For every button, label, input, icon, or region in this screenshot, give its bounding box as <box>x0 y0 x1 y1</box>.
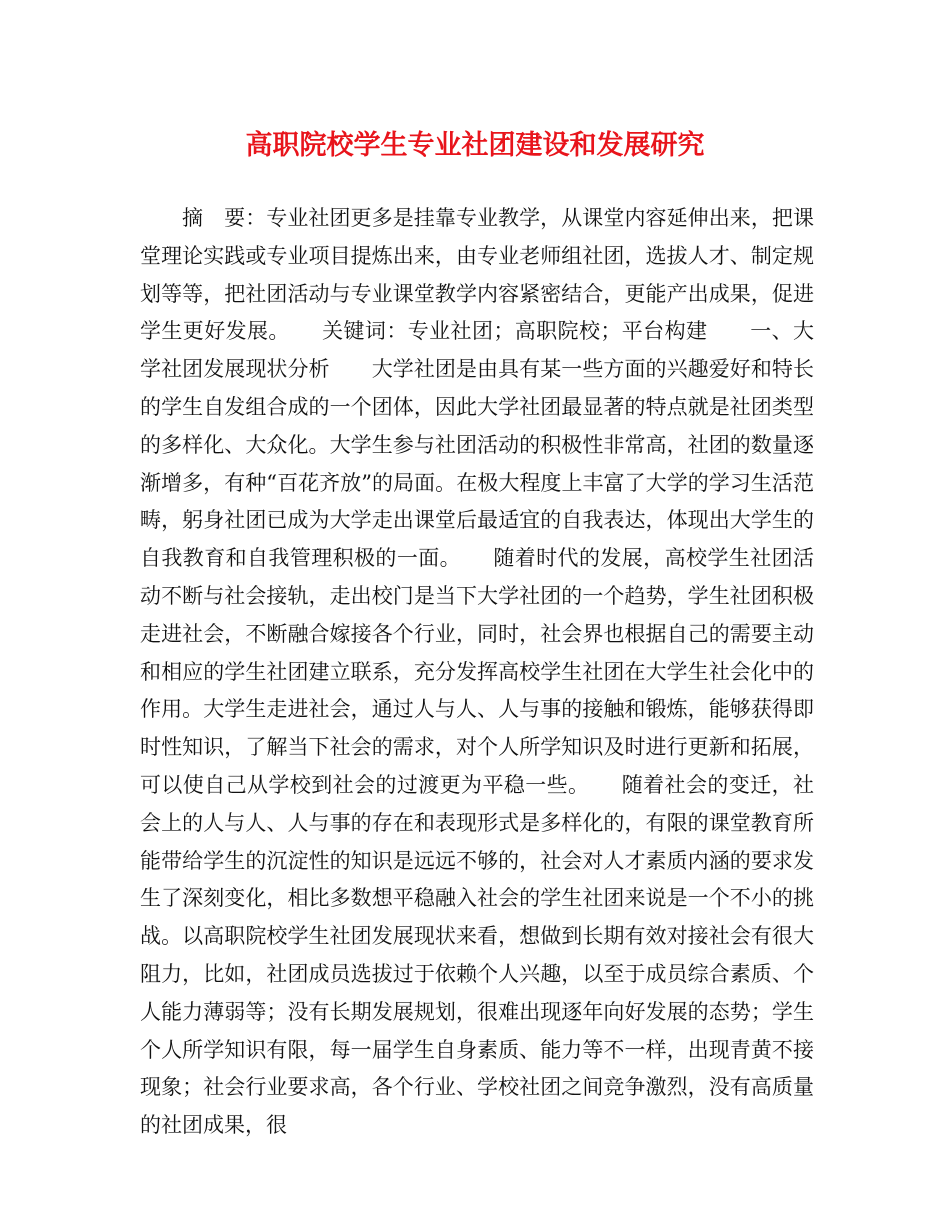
document-body: 摘 要：专业社团更多是挂靠专业教学，从课堂内容延伸出来，把课堂理论实践或专业项目提炼出来，由专业老师组社团，选拔人才、制定规划等等，把社团活动与专业课堂教学内容紧密结合，更能产出成果，促进学生更好发展。 关键词：专业社团；高职院校；平台构建 一、大学社团发展现状分析 大学社团是由具有某一些方面的兴趣爱好和特长的学生自发组合成的一个团体，因此大学社团最显著的特点就是社团类型的多样化、大众化。大学生参与社团活动的积极性非常高，社团的数量逐渐增多，有种“百花齐放”的局面。在极大程度上丰富了大学的学习生活范畴，躬身社团已成为大学走出课堂后最适宜的自我表达，体现出大学生的自我教育和自我管理积极的一面。 随着时代的发展，高校学生社团活动不断与社会接轨，走出校门是当下大学社团的一个趋势，学生社团积极走进社会，不断融合嫁接各个行业，同时，社会界也根据自己的需要主动和相应的学生社团建立联系，充分发挥高校学生社团在大学生社会化中的作用。大学生走进社会，通过人与人、人与事的接触和锻炼，能够获得即时性知识，了解当下社会的需求，对个人所学知识及时进行更新和拓展，可以使自己从学校到社会的过渡更为平稳一些。 随着社会的变迁，社会上的人与人、人与事的存在和表现形式是多样化的，有限的课堂教育所能带给学生的沉淀性的知识是远远不够的，社会对人才素质内涵的要求发生了深刻变化，相比多数想平稳融入社会的学生社团来说是一个不小的挑战。以高职院校学生社团发展现状来看，想做到长期有效对接社会有很大阻力，比如，社团成员选拔过于依赖个人兴趣，以至于成员综合素质、个人能力薄弱等；没有长期发展规划，很难出现逐年向好发展的态势；学生个人所学知识有限，每一届学生自身素质、能力等不一样，出现青黄不接现象；社会行业要求高，各个行业、学校社团之间竞争激烈，没有高质量的社团成果，很 <box>140 206 814 1138</box>
document-title: 高职院校学生专业社团建设和发展研究 <box>245 130 705 161</box>
